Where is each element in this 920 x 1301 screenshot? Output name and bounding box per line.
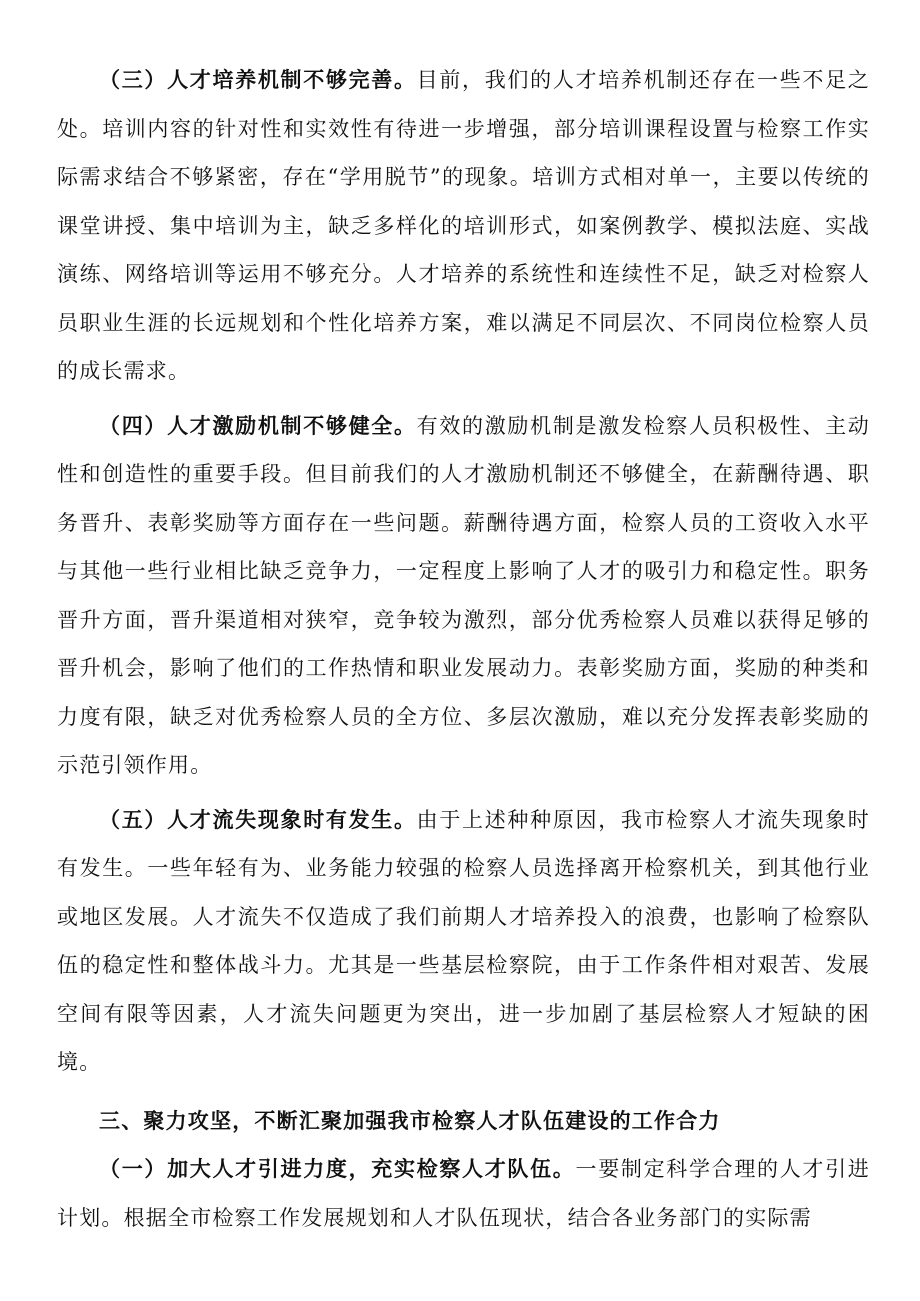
paragraph-body: 一要制定科学合理的人才引进计划。根据全市检察工作发展规划和人才队伍现状，结合各业务部门的实际需 [57,1157,870,1230]
paragraph-body: 由于上述种种原因，我市检察人才流失现象时有发生。一些年轻有为、业务能力较强的检察人员选择离开检察机关，到其他行业或地区发展。人才流失不仅造成了我们前期人才培养投入的浪费，也影响了检察队伍的稳定性和整体战斗力。尤其是一些基层检察院，由于工作条件相对艰苦、发展空间有限等因素，人才流失问题更为突出，进一步加剧了基层检察人才短缺的困境。 [57,807,870,1074]
paragraph-training-mechanism [57,56,870,396]
paragraph-lead: （三）人才培养机制不够完善。 [99,68,417,92]
paragraph-body: 目前，我们的人才培养机制还存在一些不足之处。培训内容的针对性和实效性有待进一步增强，部分培训课程设置与检察工作实际需求结合不够紧密，存在“学用脱节”的现象。培训方式相对单一，主要以传统的课堂讲授、集中培训为主，缺乏多样化的培训形式，如案例教学、模拟法庭、实战演练、网络培训等运用不够充分。人才培养的系统性和连续性不足，缺乏对检察人员职业生涯的长远规划和个性化培养方案，难以满足不同层次、不同岗位检察人员的成长需求。 [57,68,870,383]
paragraph-lead: （五）人才流失现象时有发生。 [99,807,417,832]
paragraph-talent-introduction [57,1145,870,1242]
paragraph-lead: （四）人才激励机制不够健全。 [99,413,417,438]
paragraph-incentive-mechanism [57,402,870,790]
paragraph-body: 有效的激励机制是激发检察人员积极性、主动性和创造性的重要手段。但目前我们的人才激励机制还不够健全，在薪酬待遇、职务晋升、表彰奖励等方面存在一些问题。薪酬待遇方面，检察人员的工资收入水平与其他一些行业相比缺乏竞争力，一定程度上影响了人才的吸引力和稳定性。职务晋升方面，晋升渠道相对狭窄，竞争较为激烈，部分优秀检察人员难以获得足够的晋升机会，影响了他们的工作热情和职业发展动力。表彰奖励方面，奖励的种类和力度有限，缺乏对优秀检察人员的全方位、多层次激励，难以充分发挥表彰奖励的示范引领作用。 [57,413,870,777]
section-heading: 三、聚力攻坚，不断汇聚加强我市检察人才队伍建设的工作合力 [99,1108,721,1133]
paragraph-talent-loss [57,796,870,1087]
paragraph-lead: （一）加大人才引进力度，充实检察人才队伍。 [99,1157,576,1181]
